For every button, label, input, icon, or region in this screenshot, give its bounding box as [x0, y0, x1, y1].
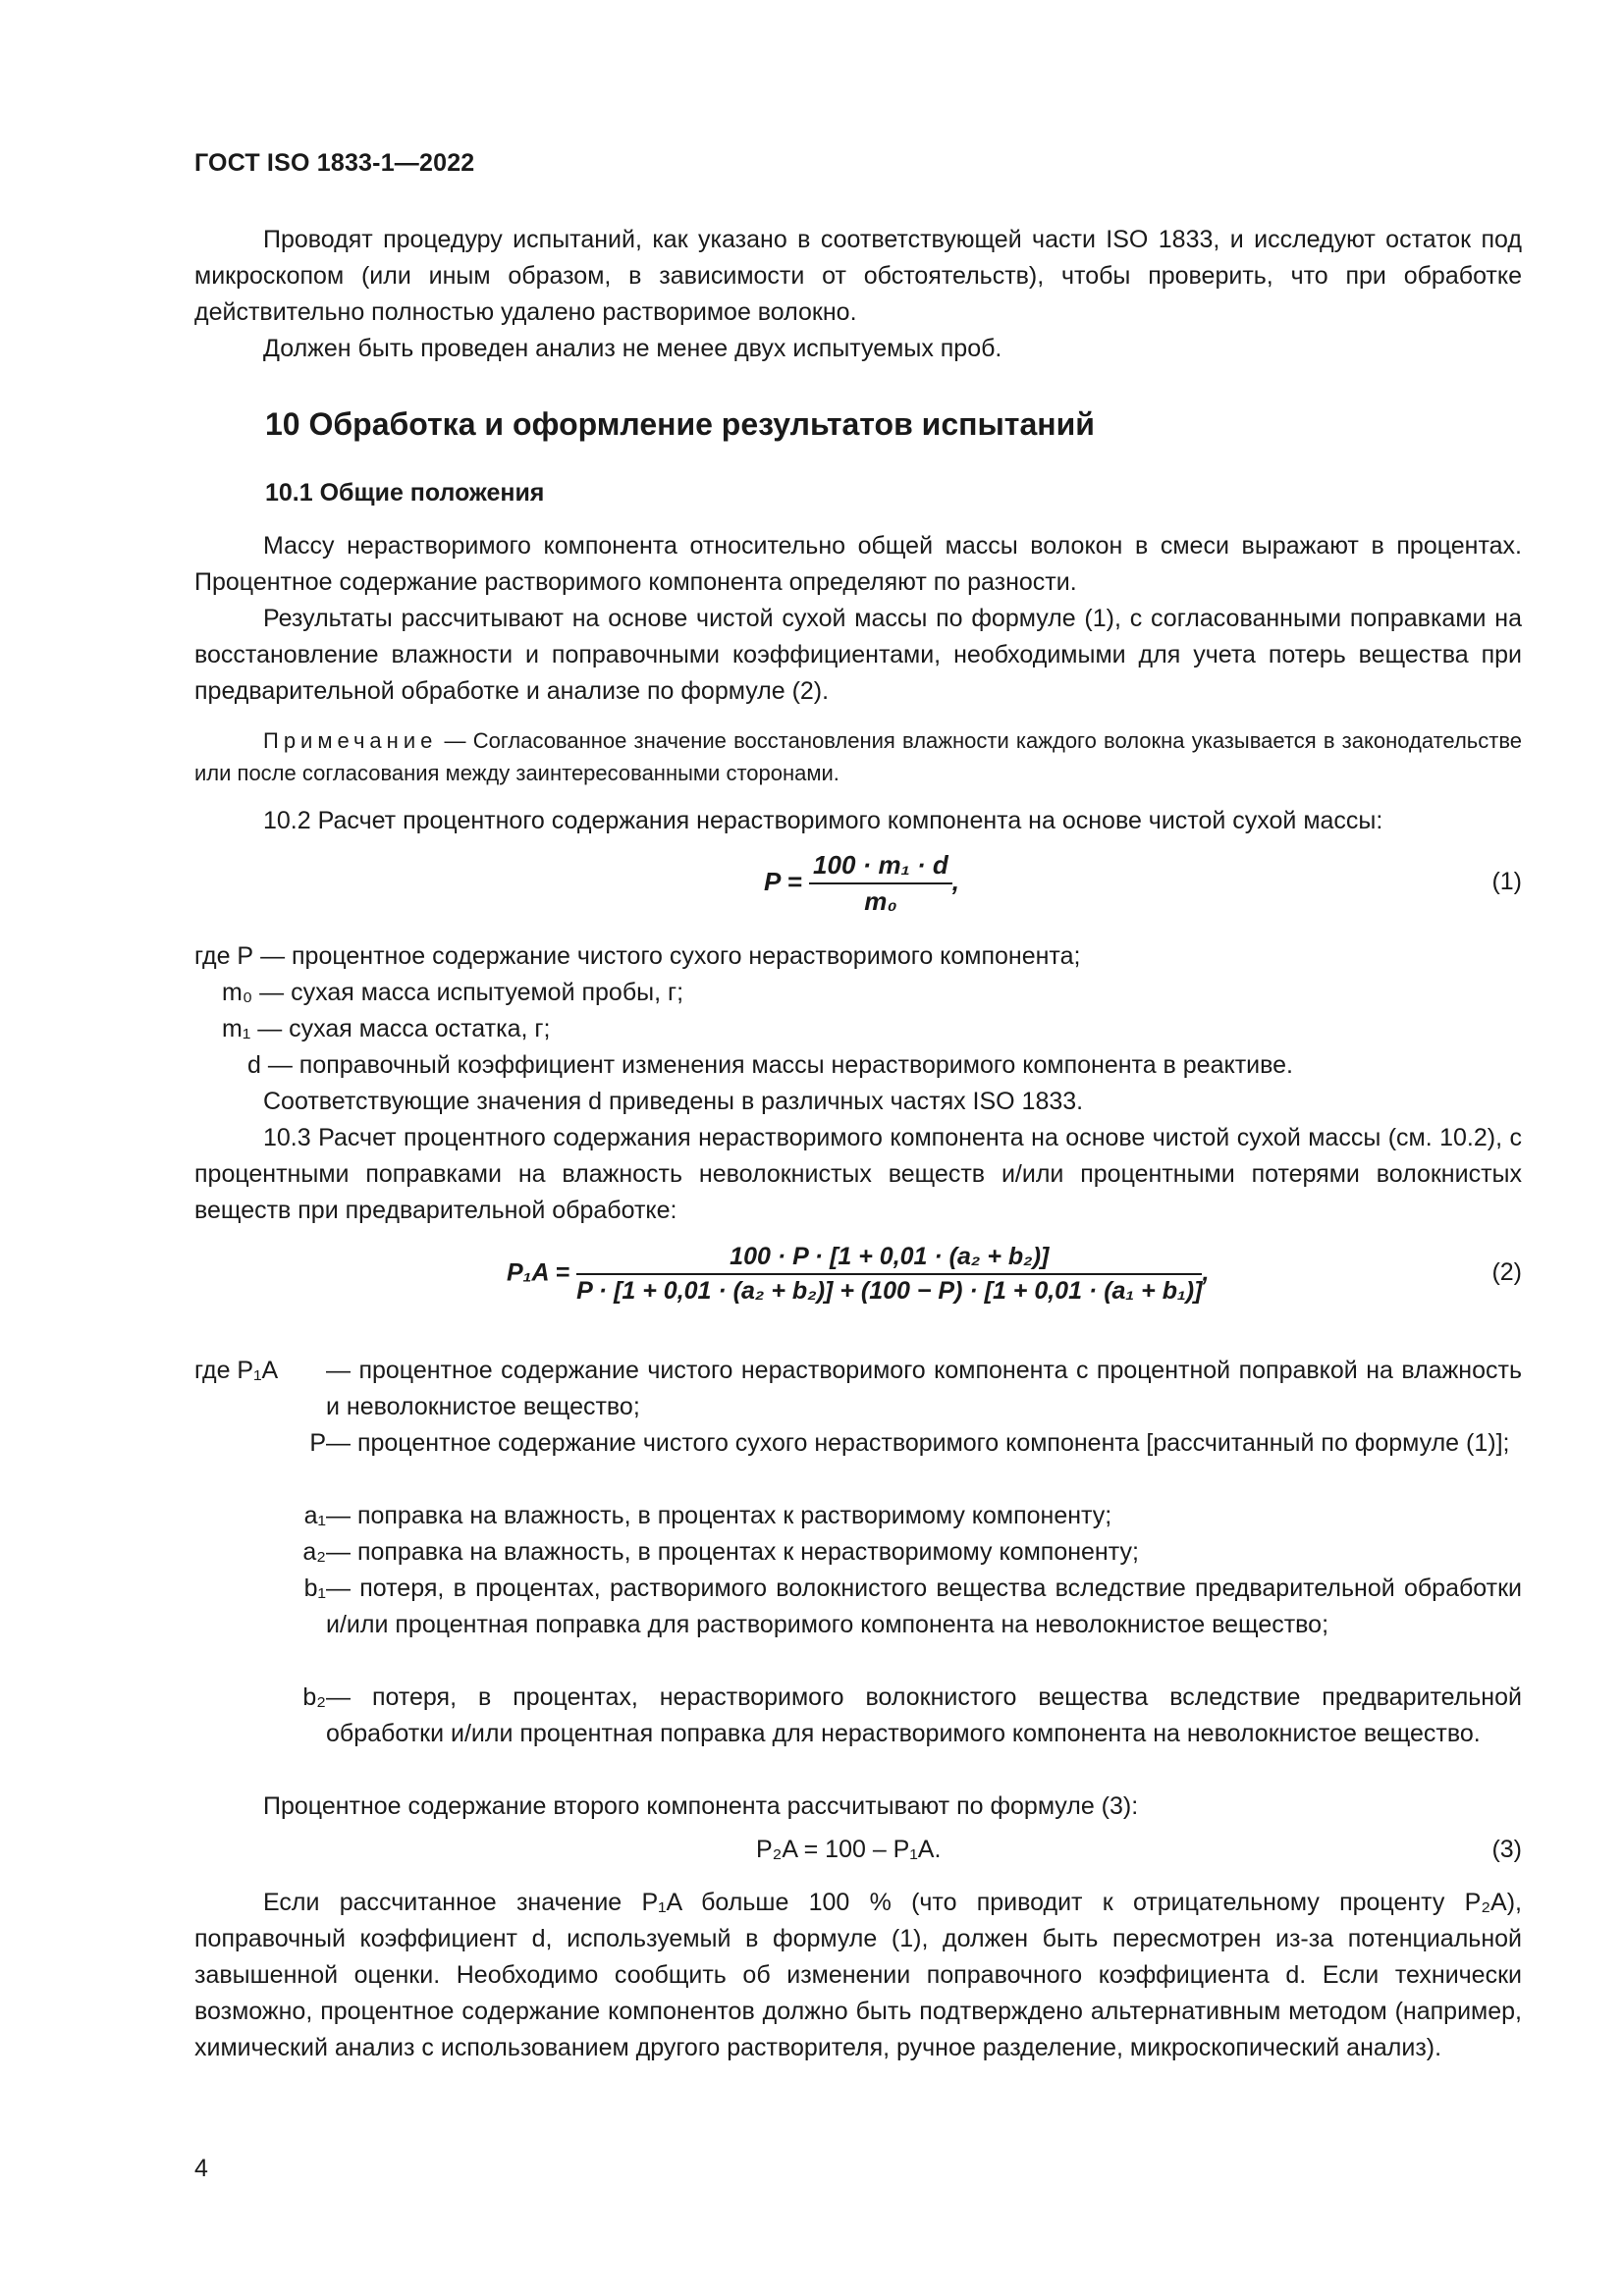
formula-3-number: (3) [1491, 1836, 1522, 1863]
where1-text: — поправочный коэффициент изменения массы нерастворимого компонента в реактиве. [267, 1051, 1293, 1079]
formula-2 [194, 1237, 1522, 1325]
formula-2-number: (2) [1491, 1258, 1522, 1286]
where1-symbol: m₁ [222, 1015, 251, 1042]
paragraph-10-3: 10.3 Расчет процентного содержания нерастворимого компонента на основе чистой сухой массы (см. 10.2), с процентными поправками на влажность неволокнистых веществ и/или процентными потерями волокнистых веществ при предварительной обработке: [194, 1124, 1522, 1224]
where2-row-4 [194, 1571, 1522, 1643]
where1-text: — сухая масса остатка, г; [257, 1015, 551, 1042]
where2-text: — процентное содержание чистого нерастворимого компонента с процентной поправкой на влажность и неволокнистое вещество; [326, 1357, 1522, 1420]
general-provisions [194, 528, 1522, 710]
where1-row-2 [222, 1011, 1522, 1047]
formula-1-fraction [809, 850, 952, 917]
subsection-10-1-title: 10.1 Общие положения [265, 479, 545, 507]
formula-2-fraction [576, 1243, 1202, 1306]
formula-2-tail: , [1202, 1258, 1210, 1287]
note-text: — Согласованное значение восстановления влажности каждого волокна указывается в законодательстве или после согласования между заинтересованными сторонами. [194, 728, 1522, 785]
note-label: Примечание [263, 728, 438, 753]
paragraph-formula-3-intro: Процентное содержание второго компонента рассчитывают по формуле (3): [263, 1792, 1139, 1820]
formula-3 [194, 1828, 1522, 1877]
paragraph-10-2: 10.2 Расчет процентного содержания нерастворимого компонента на основе чистой сухой массы: [263, 807, 1383, 834]
where2-text: — поправка на влажность, в процентах к нерастворимому компоненту; [326, 1538, 1139, 1566]
where2-symbol: b₂ [302, 1683, 326, 1711]
where2-row-3 [194, 1534, 1522, 1571]
where1-symbol: d [247, 1051, 261, 1079]
intro-paragraph-2: Должен быть проведен анализ не менее двух испытуемых проб. [263, 335, 1002, 362]
paragraph-f3-block [194, 1789, 1522, 1825]
note-block [194, 724, 1522, 789]
where2-row-0 [194, 1353, 1522, 1425]
paragraph-10-1-a: Массу нерастворимого компонента относительно общей массы волокон в смеси выражают в процентах. Процентное содержание растворимого компонента определяют по разности. [194, 532, 1522, 596]
where2-symbol: P [309, 1429, 326, 1457]
formula-1-number: (1) [1491, 868, 1522, 895]
document-header: ГОСТ ISO 1833-1—2022 [194, 149, 475, 177]
paragraph-10-2-block [194, 803, 1522, 839]
where2-symbol: a₁ [303, 1502, 326, 1529]
intro-paragraph-1: Проводят процедуру испытаний, как указано в соответствующей части ISO 1833, и исследуют остаток под микроскопом (или иным образом, в зависимости от обстоятельств), чтобы проверить, что при обработке действительно полностью удалено растворимое волокно. [194, 226, 1522, 326]
paragraph-d-values: Соответствующие значения d приведены в различных частях ISO 1833. [263, 1088, 1084, 1115]
intro-section [194, 222, 1522, 367]
section-10-title: 10 Обработка и оформление результатов испытаний [265, 406, 1095, 442]
where1-row-0 [194, 938, 1522, 975]
formula-1-denominator: m₀ [864, 886, 897, 916]
formula-1-lhs: P = [764, 866, 802, 896]
formula-1-numerator: 100 · m₁ · d [809, 850, 952, 884]
formula-1-tail: , [951, 866, 960, 896]
formula-1 [194, 846, 1522, 925]
formula-2-denominator: P · [1 + 0,01 · (a₂ + b₂)] + (100 − P) · [1 + 0,01 · (a₁ + b₁)] [576, 1277, 1203, 1305]
formula-2-numerator: 100 · P · [1 + 0,01 · (a₂ + b₂)] [576, 1243, 1202, 1275]
formula-2-lhs: P₁A = [507, 1258, 570, 1287]
where1-row-3 [247, 1047, 1522, 1084]
where2-row-1 [194, 1425, 1522, 1462]
where2-text: — процентное содержание чистого сухого нерастворимого компонента [рассчитанный по формуле (1)]; [326, 1429, 1510, 1457]
where2-row-2 [194, 1498, 1522, 1534]
where2-text: — поправка на влажность, в процентах к растворимому компоненту; [326, 1502, 1112, 1529]
formula-1-expression [764, 850, 959, 917]
formula-3-expression: P₂A = 100 – P₁A. [756, 1836, 942, 1863]
where1-text: — процентное содержание чистого сухого нерастворимого компонента; [260, 942, 1081, 970]
where2-symbol: a₂ [302, 1538, 326, 1566]
final-paragraph-block [194, 1885, 1522, 2066]
final-paragraph: Если рассчитанное значение P₁A больше 100 % (что приводит к отрицательному проценту P₂A), поправочный коэффициент d, используемый в формуле (1), должен быть пересмотрен из-за потенциальной завышенной оценки. Необходимо сообщить об изменении поправочного коэффициента d. Если технически возможно, процентное содержание компонентов должно быть подтверждено альтернативным методом (например, химический анализ с использованием другого растворителя, ручное разделение, микроскопический анализ). [194, 1889, 1522, 2061]
where1-text: — сухая масса испытуемой пробы, г; [259, 979, 684, 1006]
page-number: 4 [194, 2155, 208, 2182]
where2-symbol: где P₁A [194, 1357, 279, 1384]
where2-text: — потеря, в процентах, нерастворимого волокнистого вещества вследствие предварительной обработки и/или процентная поправка для нерастворимого компонента на неволокнистое вещество. [326, 1683, 1522, 1747]
formula-2-expression [507, 1243, 1209, 1306]
where1-symbol: где P [194, 942, 254, 970]
paragraph-10-1-b: Результаты рассчитывают на основе чистой сухой массы по формуле (1), с согласованными поправками на восстановление влажности и поправочными коэффициентами, необходимыми для учета потерь вещества при предварительной обработке и анализе по формуле (2). [194, 605, 1522, 705]
where2-row-5 [194, 1680, 1522, 1752]
where1-row-1 [222, 975, 1522, 1011]
paragraph-d-block [194, 1084, 1522, 1229]
where1-symbol: m₀ [222, 979, 253, 1006]
where2-text: — потеря, в процентах, растворимого волокнистого вещества вследствие предварительной обработки и/или процентная поправка для растворимого компонента на неволокнистое вещество; [326, 1575, 1522, 1638]
where2-symbol: b₁ [303, 1575, 326, 1602]
